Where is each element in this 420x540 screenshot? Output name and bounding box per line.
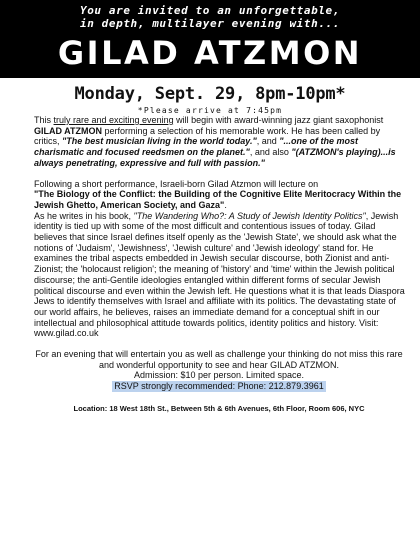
closing-section <box>0 349 420 392</box>
critic-quote-3: "(ATZMON's playing)...is always penetrating, expressive and full with passion." <box>34 147 396 168</box>
arrival-note: *Please arrive at 7:45pm <box>137 106 283 115</box>
performer-name: GILAD ATZMON <box>57 34 363 72</box>
book-lead: As he writes in his book, <box>34 210 134 221</box>
intro-after: will begin with award-winning jazz giant saxophonist <box>173 115 384 125</box>
event-date: Monday, Sept. 29, 8pm-10pm* <box>74 84 346 104</box>
admission-text: Admission: $10 per person. Limited space. <box>133 370 305 381</box>
lecture-lead: Following a short performance, Israeli-born Gilad Atzmon will lecture on <box>34 178 319 189</box>
intro-performer-name: GILAD ATZMON <box>34 125 102 136</box>
closing-text: For an evening that will entertain you as well as challenge your thinking do not miss this rare and wonderful opportunity to see and hear GILAD ATZMON. <box>35 349 403 370</box>
intro-rest: performing a selection of his memorable work. He has been called by critics, <box>34 125 381 147</box>
intro-and-2: , and also <box>249 147 292 158</box>
lecture-period: . <box>224 199 227 210</box>
book-description: , Jewish identity is tied up with some of the most difficult and contentious issues of today. Gilad believes that since Israel defines itself openly as the 'Jewish State', we should ask what the notions of 'Judaism', 'Jewishness', 'Jewish culture' and 'Jewish ideology' stand for. He examines the tribal aspects embedded in Jewish secular discourse, both Zionist and anti-Zionist; the 'holocaust religion'; the meaning of 'history' and 'time' within the Jewish political discourse; the anti-Gentile ideologies entangled within different forms of secular Jewish political discourse and even within the Jewish left. He questions what it is that leads Diaspora Jews to identify themselves with Israel and affiliate with its politics. The devastating state of our world affairs, he believes, raises an immediate demand for a conceptual shift in our intellectual and philosophical attitude towards politics, identity politics and history. Visit: www.gilad.co.uk <box>34 210 405 339</box>
intro-lead: This <box>34 115 54 125</box>
critic-quote-2: "...one of the most charismatic and focused reedsmen on the planet." <box>34 136 359 158</box>
header-banner <box>0 0 420 78</box>
flyer-body <box>0 115 420 339</box>
intro-underlined-phrase: truly rare and exciting evening <box>53 115 174 125</box>
rsvp-line: RSVP strongly recommended: Phone: 212.879.3961 <box>114 381 324 392</box>
critic-quote-1: "The best musician living in the world today." <box>62 136 257 147</box>
intro-paragraph <box>34 115 408 169</box>
invitation-line-1: You are invited to an unforgettable, <box>79 4 340 17</box>
book-title: "The Wandering Who?: A Study of Jewish Identity Politics" <box>133 210 366 221</box>
location-line: Location: 18 West 18th St., Between 5th & 6th Avenues, 6th Floor, Room 606, NYC <box>73 403 365 413</box>
lecture-paragraph <box>34 179 408 340</box>
invitation-line-2: in depth, multilayer evening with... <box>79 17 340 30</box>
intro-and-1: , and <box>256 136 280 147</box>
lecture-title: "The Biology of the Conflict: the Building of the Cognitive Elite Meritocracy Within the Jewish Ghetto, American Society, and Gaza" <box>34 189 402 210</box>
